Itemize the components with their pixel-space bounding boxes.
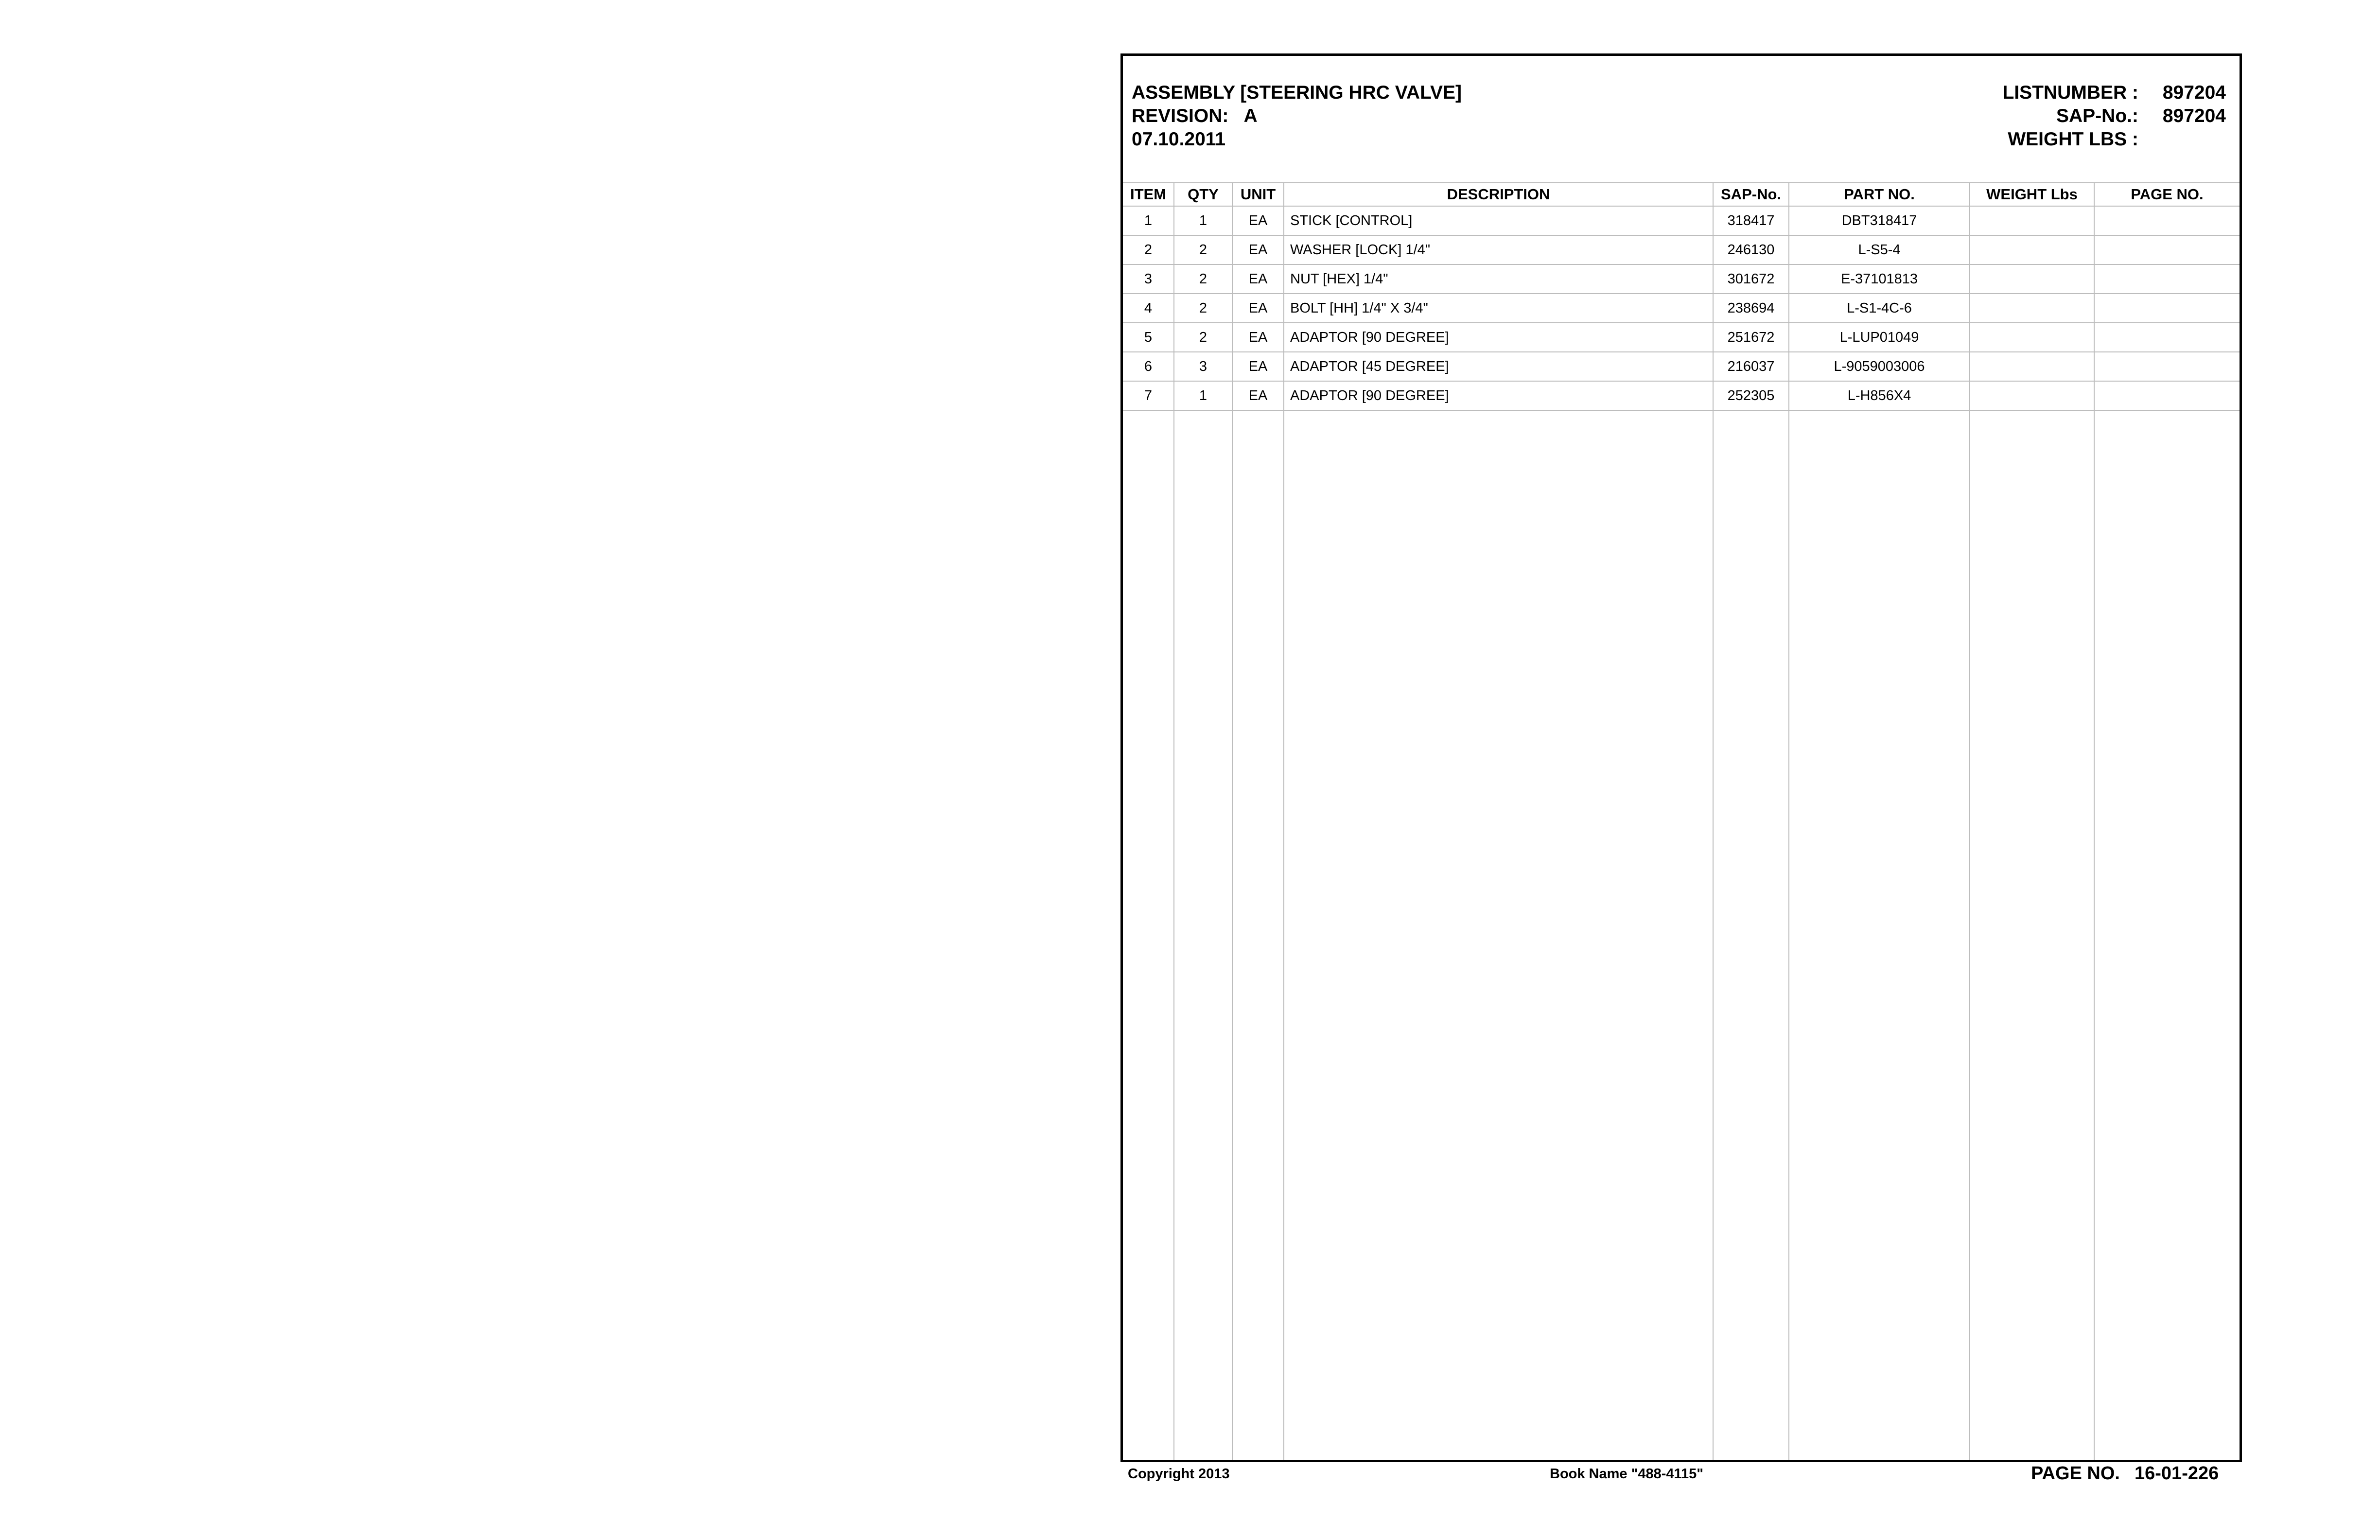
revision-label: REVISION:: [1132, 105, 1229, 126]
cell-page-no: [2094, 235, 2240, 264]
cell-qty: 2: [1174, 323, 1232, 352]
column-header-part-no: PART NO.: [1789, 183, 1970, 206]
cell-description: ADAPTOR [45 DEGREE]: [1284, 352, 1713, 381]
cell-page-no: [2094, 381, 2240, 410]
cell-sap-no: 251672: [1713, 323, 1789, 352]
table-row: [1123, 206, 2240, 235]
footer-page-label: PAGE NO.: [2031, 1463, 2120, 1484]
cell-unit: EA: [1232, 381, 1284, 410]
cell-part-no: L-S1-4C-6: [1789, 294, 1970, 323]
cell-page-no: [2094, 352, 2240, 381]
cell-unit: EA: [1232, 206, 1284, 235]
cell-unit: EA: [1232, 264, 1284, 294]
cell-qty: 1: [1174, 381, 1232, 410]
table-row: [1123, 352, 2240, 381]
cell-description: NUT [HEX] 1/4": [1284, 264, 1713, 294]
header-left: [1132, 81, 1462, 151]
table-row: [1123, 264, 2240, 294]
cell-unit: EA: [1232, 352, 1284, 381]
cell-part-no: L-LUP01049: [1789, 323, 1970, 352]
footer-copyright: Copyright 2013: [1128, 1466, 1230, 1482]
listnumber-value: 897204: [2162, 82, 2226, 103]
cell-part-no: L-H856X4: [1789, 381, 1970, 410]
cell-sap-no: 318417: [1713, 206, 1789, 235]
cell-description: ADAPTOR [90 DEGREE]: [1284, 323, 1713, 352]
weight-value: [2138, 128, 2226, 151]
table-header-row: [1123, 183, 2240, 206]
assembly-title: ASSEMBLY [STEERING HRC VALVE]: [1132, 82, 1462, 103]
table-row: [1123, 294, 2240, 323]
cell-sap-no: 246130: [1713, 235, 1789, 264]
cell-weight: [1970, 235, 2094, 264]
cell-unit: EA: [1232, 323, 1284, 352]
listnumber-label: LISTNUMBER :: [2002, 82, 2138, 103]
cell-weight: [1970, 294, 2094, 323]
column-header-qty: QTY: [1174, 183, 1232, 206]
cell-page-no: [2094, 264, 2240, 294]
cell-item: 4: [1123, 294, 1174, 323]
cell-description: ADAPTOR [90 DEGREE]: [1284, 381, 1713, 410]
sap-number-line: [2003, 105, 2226, 128]
column-header-page-no: PAGE NO.: [2094, 183, 2240, 206]
sap-number-value: 897204: [2162, 105, 2226, 126]
cell-part-no: L-9059003006: [1789, 352, 1970, 381]
column-header-weight: WEIGHT Lbs: [1970, 183, 2094, 206]
cell-qty: 1: [1174, 206, 1232, 235]
cell-weight: [1970, 323, 2094, 352]
sap-number-label: SAP-No.:: [2056, 105, 2138, 126]
cell-sap-no: 216037: [1713, 352, 1789, 381]
listnumber-line: [2003, 81, 2226, 105]
cell-page-no: [2094, 206, 2240, 235]
revision-line: [1132, 105, 1462, 128]
parts-list-sheet: [1120, 53, 2242, 1462]
footer-page-number: [2031, 1463, 2219, 1484]
cell-item: 3: [1123, 264, 1174, 294]
column-header-unit: UNIT: [1232, 183, 1284, 206]
cell-item: 7: [1123, 381, 1174, 410]
header-right: [2003, 81, 2226, 151]
cell-sap-no: 301672: [1713, 264, 1789, 294]
cell-part-no: E-37101813: [1789, 264, 1970, 294]
assembly-date: 07.10.2011: [1132, 129, 1226, 150]
table-filler-row: [1123, 410, 2240, 1460]
table-row: [1123, 235, 2240, 264]
cell-item: 1: [1123, 206, 1174, 235]
footer-book-name: Book Name "488-4115": [1550, 1466, 1704, 1482]
cell-description: BOLT [HH] 1/4" X 3/4": [1284, 294, 1713, 323]
cell-item: 5: [1123, 323, 1174, 352]
parts-table: [1123, 182, 2240, 1460]
cell-weight: [1970, 264, 2094, 294]
table-row: [1123, 323, 2240, 352]
cell-weight: [1970, 381, 2094, 410]
cell-description: WASHER [LOCK] 1/4": [1284, 235, 1713, 264]
cell-part-no: DBT318417: [1789, 206, 1970, 235]
cell-item: 2: [1123, 235, 1174, 264]
cell-page-no: [2094, 323, 2240, 352]
cell-weight: [1970, 206, 2094, 235]
cell-qty: 3: [1174, 352, 1232, 381]
cell-weight: [1970, 352, 2094, 381]
cell-qty: 2: [1174, 264, 1232, 294]
cell-description: STICK [CONTROL]: [1284, 206, 1713, 235]
cell-qty: 2: [1174, 294, 1232, 323]
weight-label: WEIGHT LBS :: [2008, 129, 2138, 150]
cell-unit: EA: [1232, 235, 1284, 264]
column-header-description: DESCRIPTION: [1284, 183, 1713, 206]
parts-table-container: [1123, 182, 2240, 1460]
cell-qty: 2: [1174, 235, 1232, 264]
footer-page-value: 16-01-226: [2135, 1463, 2219, 1484]
cell-page-no: [2094, 294, 2240, 323]
column-header-sap-no: SAP-No.: [1713, 183, 1789, 206]
revision-value: A: [1243, 105, 1258, 126]
cell-unit: EA: [1232, 294, 1284, 323]
column-header-item: ITEM: [1123, 183, 1174, 206]
weight-line: [2003, 128, 2226, 151]
cell-sap-no: 238694: [1713, 294, 1789, 323]
cell-part-no: L-S5-4: [1789, 235, 1970, 264]
table-row: [1123, 381, 2240, 410]
cell-sap-no: 252305: [1713, 381, 1789, 410]
cell-item: 6: [1123, 352, 1174, 381]
